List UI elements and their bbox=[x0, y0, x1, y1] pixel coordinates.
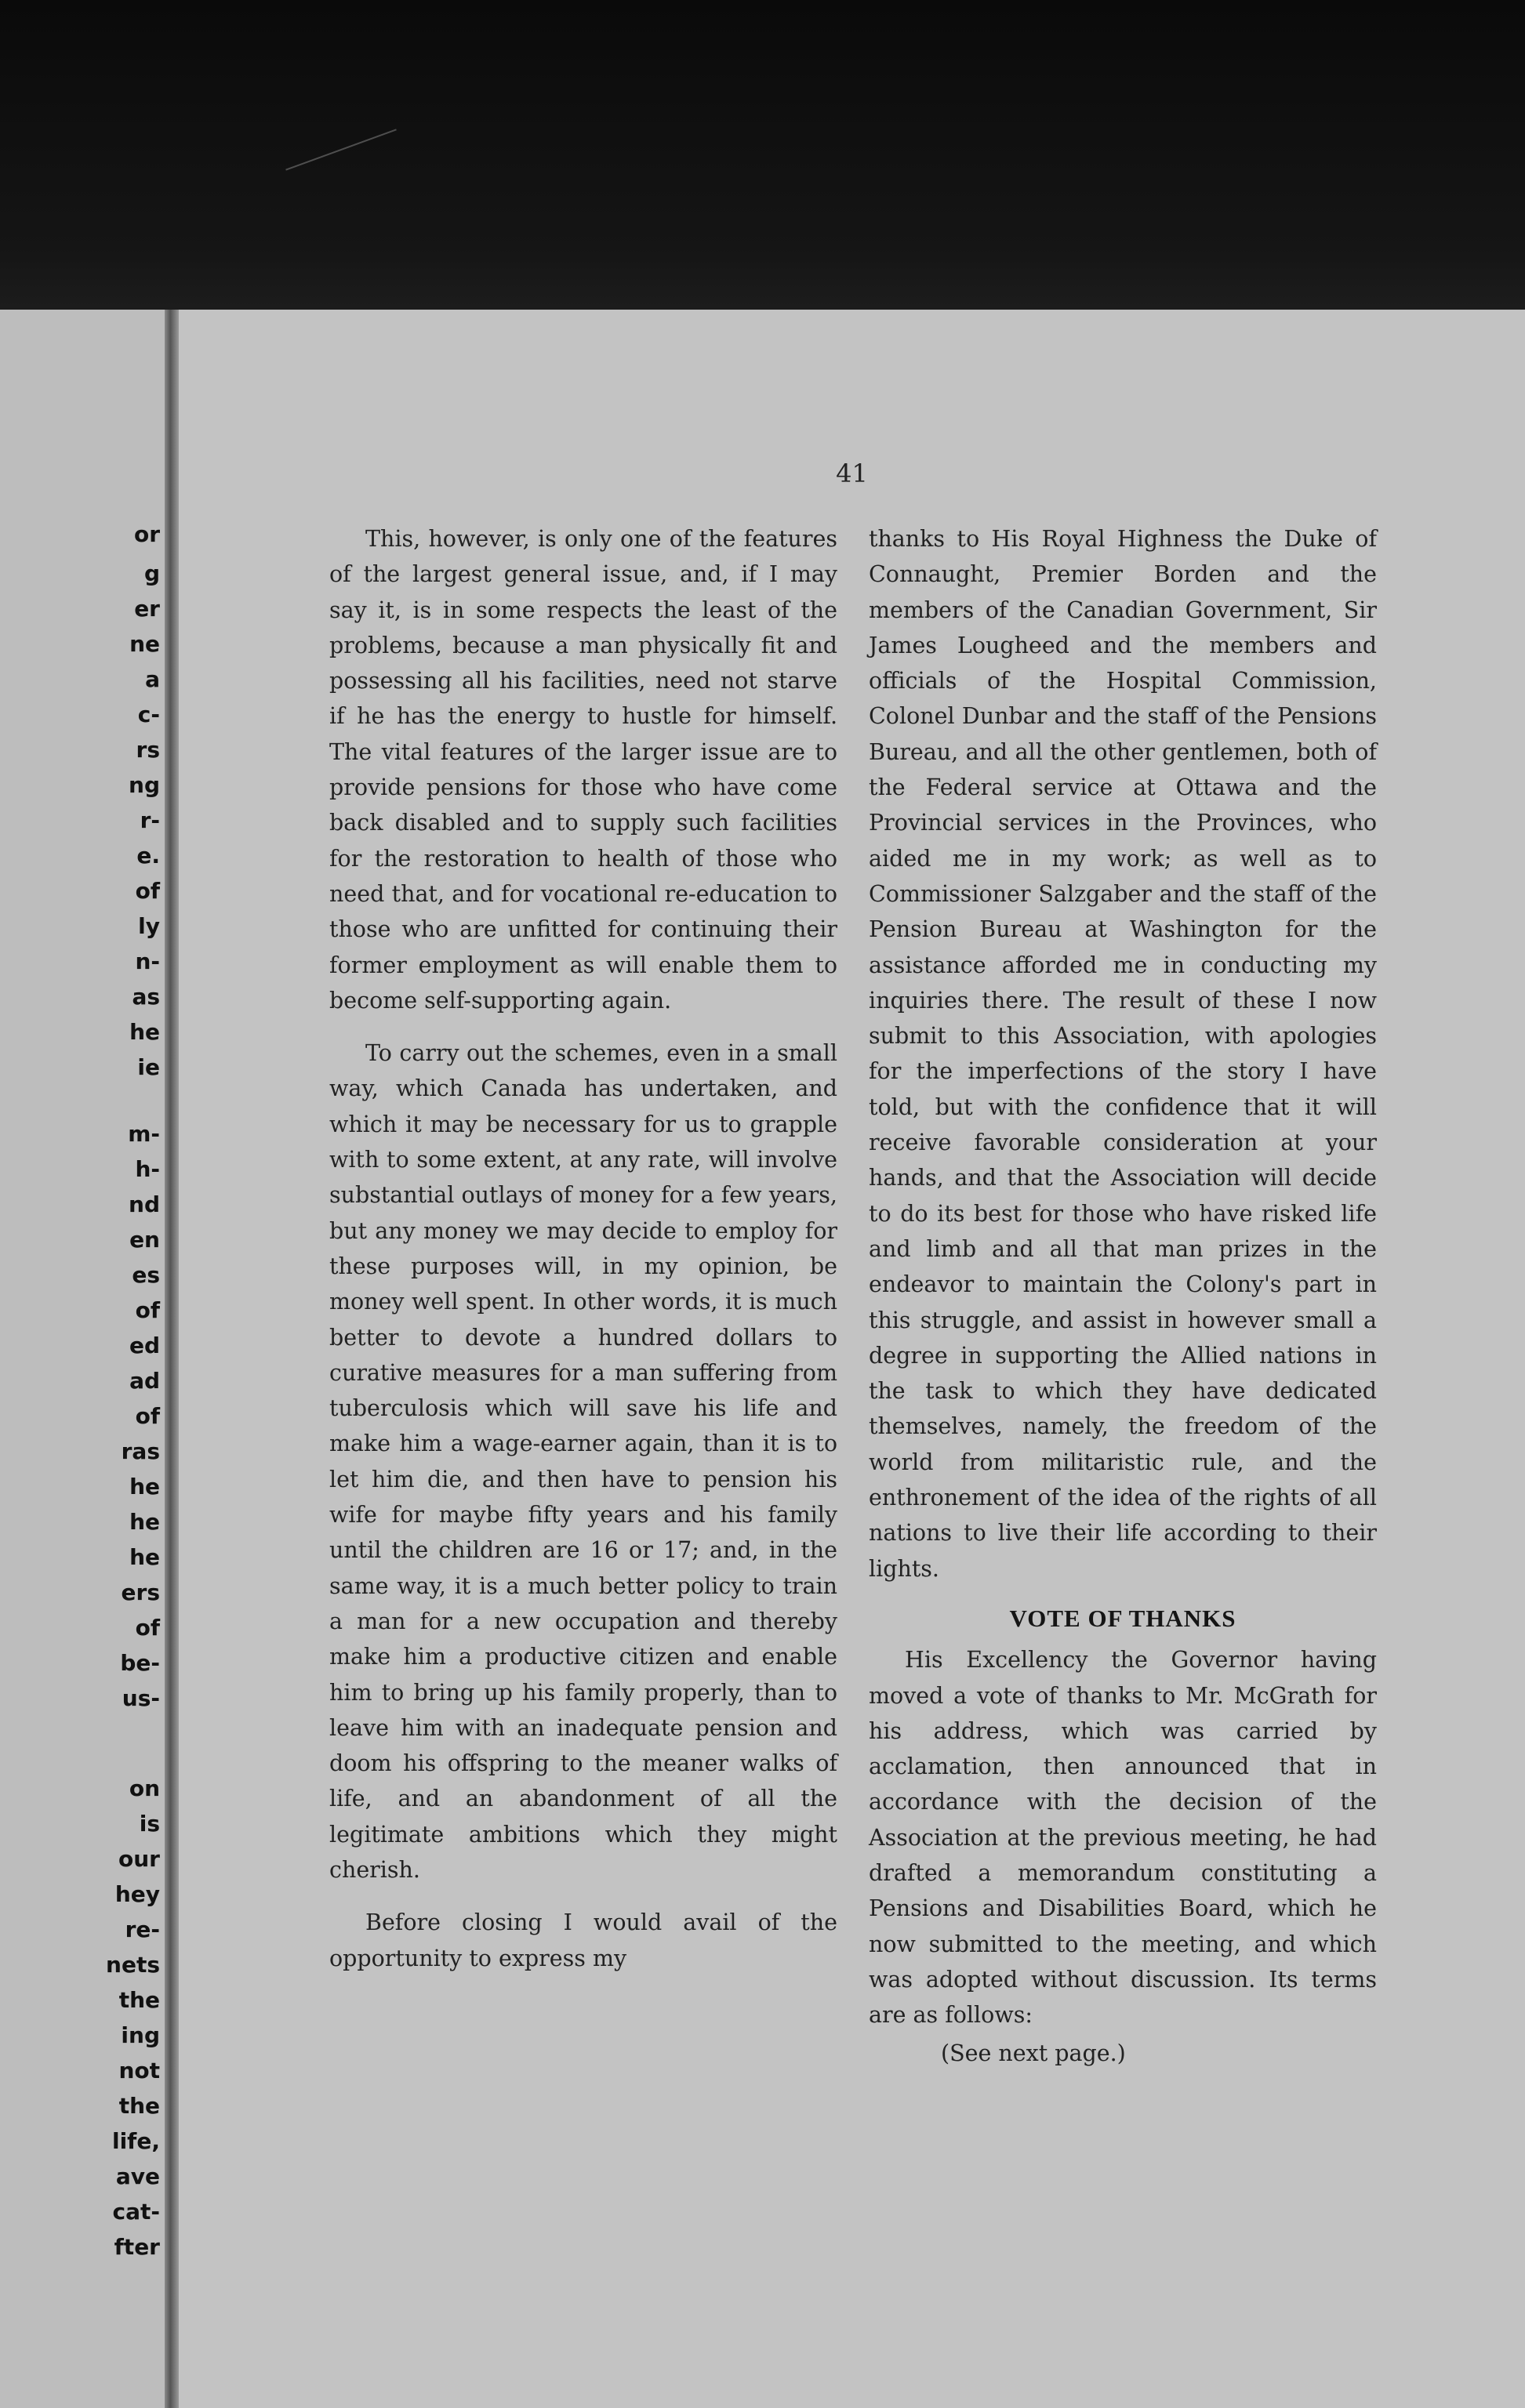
adjacent-page-fragment: ng bbox=[129, 772, 160, 798]
adjacent-page-fragment: h- bbox=[135, 1156, 160, 1182]
adjacent-page-fragment: the bbox=[118, 2093, 160, 2119]
adjacent-page-fragment: cat- bbox=[112, 2199, 160, 2225]
adjacent-page-fragment: c- bbox=[137, 702, 160, 727]
adjacent-page-fragment: ave bbox=[115, 2163, 160, 2189]
see-next-page-note: (See next page.) bbox=[941, 2040, 1126, 2067]
adjacent-page-fragment: the bbox=[118, 1987, 160, 2013]
adjacent-page-fragment: ras bbox=[121, 1438, 160, 1464]
adjacent-page-fragment: of bbox=[135, 1403, 160, 1429]
adjacent-page-fragment: rs bbox=[136, 737, 160, 763]
adjacent-page-fragment: he bbox=[129, 1509, 160, 1535]
adjacent-page-fragment: be- bbox=[120, 1650, 160, 1676]
adjacent-page-fragment: is bbox=[139, 1811, 160, 1837]
adjacent-page-fragment: not bbox=[118, 2058, 160, 2083]
adjacent-page-fragment: of bbox=[135, 1297, 160, 1323]
paragraph: thanks to His Royal Highness the Duke of Connaught, Premier Borden and the members of the Canadian Government, Sir James Lougheed and the members and officials of the Hospital Commission, Colonel Dunbar and the staff of the Pensions Bureau, and all the other gentlemen, both of the Federal service at Ottawa and the Provincial services in the Provinces, who aided me in my work; as well as to Commissioner Salzgaber and the staff of the Pension Bureau at Washington for the assistance afforded me in conducting my inquiries there. The result of these I now submit to this Association, with apologies for the imperfections of the story I have told, but with the confidence that it will receive favorable consideration at your hands, and that the Association will decide to do its best for those who have risked life and limb and all that man prizes in the endeavor to maintain the Colony's part in this struggle, and assist in however small a degree in supporting the Allied nations in the task to which they have dedicated themselves, namely, the freedom of the world from militaristic rule, and the enthronement of the idea of the rights of all nations to live their life according to their lights. bbox=[869, 526, 1377, 1582]
adjacent-page-fragment: en bbox=[129, 1227, 160, 1253]
adjacent-page-fragment: of bbox=[135, 878, 160, 904]
book-gutter bbox=[165, 310, 179, 2408]
adjacent-page-fragment: fter bbox=[114, 2234, 160, 2260]
adjacent-page-fragment: as bbox=[132, 984, 160, 1010]
adjacent-page-fragment: us- bbox=[122, 1685, 160, 1711]
adjacent-page-fragment: ers bbox=[121, 1579, 160, 1605]
adjacent-page-fragment: er bbox=[134, 596, 160, 622]
adjacent-page-fragment: or bbox=[133, 521, 160, 547]
adjacent-page-fragment: a bbox=[145, 666, 160, 692]
adjacent-page-fragment: ne bbox=[129, 631, 160, 657]
text-column-right bbox=[869, 521, 1377, 2072]
adjacent-page-fragment: g bbox=[143, 560, 160, 586]
text-column-left bbox=[329, 521, 837, 1976]
adjacent-page-fragment: nets bbox=[106, 1952, 160, 1978]
adjacent-page-fragment: ie bbox=[137, 1054, 160, 1080]
dark-background-top bbox=[0, 0, 1525, 310]
adjacent-page-fragment: n- bbox=[135, 948, 160, 974]
adjacent-page-fragment: life, bbox=[111, 2128, 160, 2154]
adjacent-page-fragment: he bbox=[129, 1019, 160, 1045]
paragraph: His Excellency the Governor having moved a vote of thanks to Mr. McGrath for his address, which was carried by acclamation, then announced that in accordance with the decision of the Association at the previous meeting, he had drafted a memorandum constituting a Pensions and Disabilities Board, which he now submitted to the meeting, and which was adopted without discussion. Its terms are as follows: bbox=[869, 1647, 1377, 2029]
adjacent-page-fragment: e. bbox=[136, 843, 160, 869]
adjacent-page-fragment: ad bbox=[129, 1368, 160, 1394]
page-number: 41 bbox=[836, 459, 868, 488]
adjacent-page-fragment: re- bbox=[125, 1917, 160, 1942]
adjacent-page-edge bbox=[0, 310, 165, 2408]
adjacent-page-fragment: nd bbox=[129, 1191, 160, 1217]
adjacent-page-fragment: m- bbox=[128, 1121, 160, 1147]
adjacent-page-fragment: on bbox=[129, 1775, 160, 1801]
adjacent-page-fragment: ly bbox=[138, 913, 160, 939]
adjacent-page-fragment: he bbox=[129, 1544, 160, 1570]
adjacent-page-fragment: ed bbox=[129, 1333, 160, 1358]
document-page bbox=[179, 310, 1525, 2408]
paragraph: Before closing I would avail of the opportunity to express my bbox=[329, 1909, 837, 1971]
adjacent-page-fragment: hey bbox=[114, 1881, 160, 1907]
paragraph: This, however, is only one of the features of the largest general issue, and, if I may say it, is in some respects the least of the problems, because a man physically fit and possessing all his facilities, need not starve if he has the energy to hustle for himself. The vital features of the larger issue are to provide pensions for those who have come back disabled and to supply such facilities for the restoration to health of those who need that, and for vocational re-education to those who are unfitted for continuing their former employment as will enable them to become self-supporting again. bbox=[329, 526, 837, 1014]
adjacent-page-fragment: es bbox=[132, 1262, 160, 1288]
adjacent-page-fragment: ing bbox=[121, 2022, 160, 2048]
adjacent-page-fragment: he bbox=[129, 1474, 160, 1500]
section-heading: VOTE OF THANKS bbox=[1009, 1604, 1236, 1632]
film-scratch bbox=[285, 129, 397, 170]
adjacent-page-fragment: our bbox=[118, 1846, 160, 1872]
adjacent-page-fragment: r- bbox=[140, 807, 160, 833]
paragraph: To carry out the schemes, even in a small way, which Canada has undertaken, and which it may be necessary for us to grapple with to some extent, at any rate, will involve substantial outlays of money for a few years, but any money we may decide to employ for these purposes will, in my opinion, be money well spent. In other words, it is much better to devote a hundred dollars to curative measures for a man suffering from tuberculosis which will save his life and make him a wage-earner again, than it is to let him die, and then have to pension his wife for maybe fifty years and his family until the children are 16 or 17; and, in the same way, it is a much better policy to train a man for a new occupation and thereby make him a productive citizen and enable him to bring up his family properly, than to leave him with an inadequate pension and doom his offspring to the meaner walks of life, and an abandonment of all the legitimate ambitions which they might cherish. bbox=[329, 1040, 837, 1883]
adjacent-page-fragment: of bbox=[135, 1615, 160, 1641]
